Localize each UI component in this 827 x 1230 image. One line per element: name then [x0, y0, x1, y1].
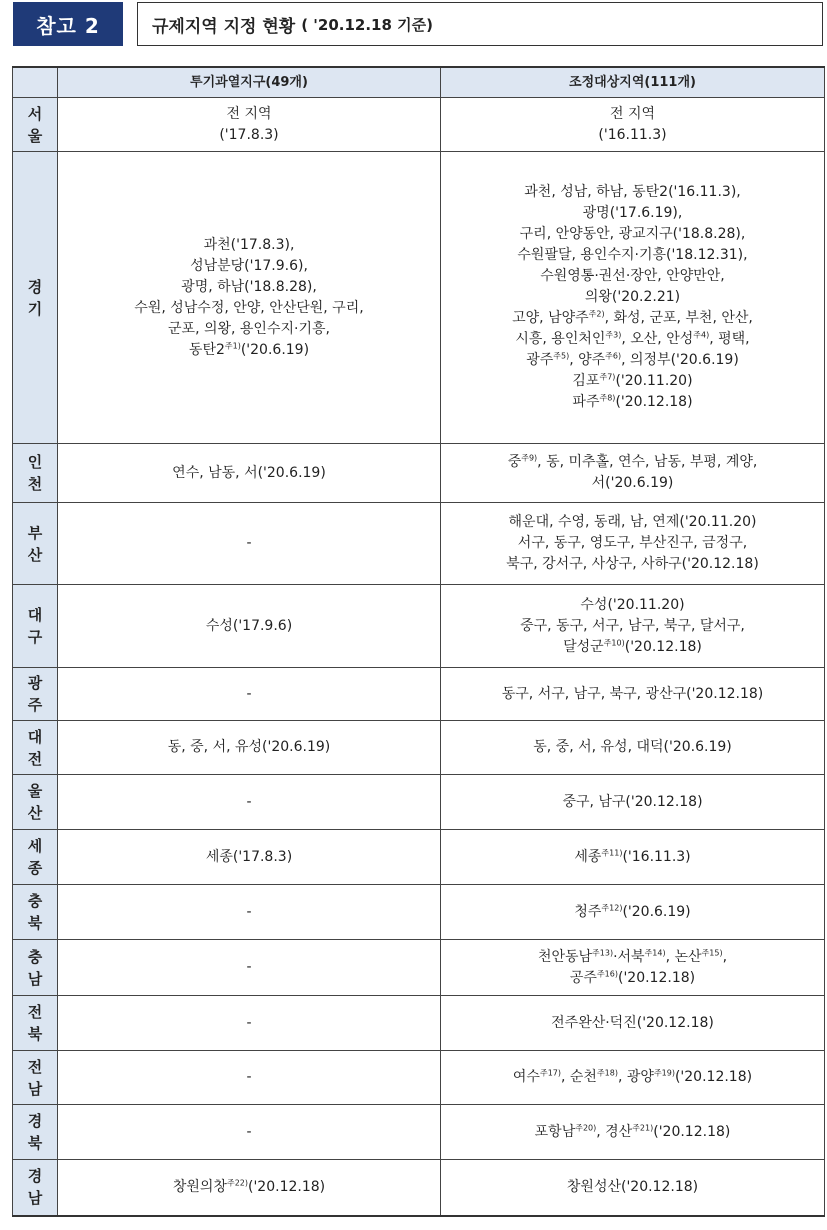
footnote-marker: 주5) [553, 351, 570, 361]
region-name: 부산 [27, 523, 43, 564]
cell-text: ('20.11.20) [615, 373, 693, 389]
region-name: 서울 [27, 104, 43, 145]
cell-text: , 평택, [709, 331, 750, 347]
adjustment-cell [441, 775, 825, 830]
cell-line [445, 1122, 820, 1143]
table-row [13, 1105, 825, 1160]
footnote-marker: 주9) [521, 453, 538, 463]
reference-date: ( '20.12.18 기준) [301, 15, 433, 34]
region-cell [13, 721, 58, 775]
table-row [13, 830, 825, 885]
cell-text: ('20.12.18) [615, 394, 693, 410]
cell-text: - [246, 685, 252, 702]
title-box [137, 2, 823, 46]
overheat-cell [58, 1051, 441, 1105]
cell-text: 과천, 성남, 하남, 동탄2('16.11.3), [524, 184, 741, 200]
adjustment-cell [441, 1160, 825, 1216]
cell-text: 과천('17.8.3), [203, 236, 295, 253]
adjustment-column-header: 조정대상지역(111개) [441, 67, 825, 98]
adjustment-cell [441, 885, 825, 940]
table-row [13, 996, 825, 1051]
cell-text: 북구, 강서구, 사상구, 사하구('20.12.18) [506, 556, 759, 572]
cell-line [62, 1067, 436, 1088]
cell-text: 여수 [512, 1069, 540, 1085]
cell-line [445, 616, 820, 637]
table-row [13, 503, 825, 585]
overheat-cell [58, 996, 441, 1051]
cell-text: ('16.11.3) [598, 126, 667, 143]
region-name: 전남 [27, 1057, 43, 1098]
table-row [13, 668, 825, 721]
cell-line [445, 1067, 820, 1088]
cell-line [445, 452, 820, 473]
cell-text: 수성('17.9.6) [205, 617, 293, 634]
cell-text: 광주 [526, 352, 554, 368]
cell-text: ·서북 [613, 948, 645, 965]
cell-text: ('20.12.18) [617, 969, 696, 986]
region-cell [13, 940, 58, 996]
footnote-marker: 주6) [605, 351, 622, 361]
region-cell [13, 1105, 58, 1160]
table-body [13, 98, 825, 1216]
cell-text: 수성('20.11.20) [580, 596, 685, 613]
region-name: 광주 [27, 674, 43, 714]
footnote-marker: 주3) [605, 330, 622, 340]
region-cell [13, 98, 58, 152]
cell-line [62, 1122, 436, 1143]
table-row [13, 152, 825, 444]
cell-line [445, 1177, 820, 1198]
overheat-cell [58, 940, 441, 996]
adjustment-cell [441, 721, 825, 775]
overheat-cell [58, 1160, 441, 1216]
cell-text: 동, 중, 서, 유성('20.6.19) [167, 739, 331, 755]
cell-line [445, 473, 820, 494]
cell-line [445, 1013, 820, 1034]
cell-text: 창원의창 [172, 1178, 227, 1195]
cell-line [62, 463, 436, 484]
cell-line [445, 637, 820, 658]
cell-text: , 논산 [665, 948, 702, 965]
adjustment-cell [441, 996, 825, 1051]
adjustment-cell [441, 444, 825, 503]
cell-text: 김포 [572, 373, 600, 389]
cell-text: 연수, 남동, 서('20.6.19) [172, 464, 326, 481]
table-row [13, 940, 825, 996]
cell-text: 구리, 안양동안, 광교지구('18.8.28), [519, 226, 746, 242]
cell-line [62, 125, 436, 146]
cell-line [445, 737, 820, 758]
overheat-cell [58, 668, 441, 721]
cell-text: ('16.11.3) [622, 848, 691, 865]
cell-line [62, 684, 436, 705]
table-row [13, 98, 825, 152]
cell-text: ('20.6.19) [622, 903, 691, 920]
cell-text: ('20.12.18) [653, 1123, 731, 1140]
footnote-marker: 주11) [601, 847, 623, 857]
region-cell [13, 444, 58, 503]
cell-line [62, 340, 436, 361]
cell-text: 중구, 남구('20.12.18) [562, 793, 703, 810]
cell-line [62, 235, 436, 256]
region-cell [13, 152, 58, 444]
cell-line [445, 182, 820, 203]
cell-text: - [246, 1014, 252, 1031]
cell-text: 광명('17.6.19), [582, 205, 683, 221]
region-cell [13, 775, 58, 830]
overheat-cell [58, 585, 441, 668]
overheat-cell [58, 98, 441, 152]
cell-line [445, 968, 820, 989]
cell-text: 광명, 하남('18.8.28), [181, 278, 317, 295]
cell-text: , 동, 미추홀, 연수, 남동, 부평, 계양, [537, 454, 758, 470]
cell-line [445, 947, 820, 968]
cell-text: , 양주 [569, 352, 606, 368]
cell-text: 파주 [572, 394, 600, 410]
overheat-cell [58, 503, 441, 585]
region-name: 충북 [27, 892, 43, 932]
adjustment-cell [441, 1051, 825, 1105]
footnote-marker: 주8) [599, 393, 616, 403]
region-name: 세종 [27, 837, 43, 877]
cell-text: 세종 [574, 848, 602, 865]
cell-line [62, 737, 436, 758]
footnote-marker: 주12) [601, 902, 623, 912]
table-row [13, 444, 825, 503]
region-column-header [13, 67, 58, 98]
cell-line [62, 957, 436, 978]
region-name: 경북 [27, 1112, 43, 1152]
footnote-marker: 주17) [539, 1068, 561, 1078]
cell-text: 성남분당('17.9.6), [190, 257, 308, 274]
cell-text: 수원영통·권선·장안, 안양만안, [540, 268, 725, 284]
cell-text: ('20.12.18) [624, 638, 702, 655]
cell-text: 서('20.6.19) [591, 475, 674, 491]
cell-line [445, 350, 820, 371]
footnote-marker: 주2) [588, 309, 605, 319]
table-row [13, 775, 825, 830]
region-cell [13, 668, 58, 721]
region-cell [13, 830, 58, 885]
cell-line [62, 847, 436, 868]
cell-line [62, 616, 436, 637]
adjustment-cell [441, 940, 825, 996]
cell-text: 동탄2 [188, 341, 225, 358]
page-header [13, 2, 823, 49]
cell-text: , 순천 [561, 1069, 597, 1085]
cell-line [445, 512, 820, 533]
adjustment-cell [441, 98, 825, 152]
reference-badge-label: 참고 2 [36, 13, 100, 38]
cell-text: 수원, 성남수정, 안양, 안산단원, 구리, [134, 299, 364, 316]
cell-text: - [246, 959, 252, 975]
cell-line [62, 298, 436, 319]
adjustment-cell [441, 1105, 825, 1160]
cell-line [445, 684, 820, 705]
cell-text: , 광양 [617, 1069, 654, 1085]
adjustment-cell [441, 585, 825, 668]
overheat-cell [58, 885, 441, 940]
cell-text: , [722, 948, 728, 965]
overheat-column-header: 투기과열지구(49개) [58, 67, 441, 98]
footnote-marker: 주21) [632, 1122, 654, 1132]
footnote-marker: 주22) [226, 1178, 248, 1188]
cell-text: 시흥, 용인처인 [515, 331, 606, 347]
footnote-marker: 주16) [596, 968, 618, 978]
cell-text: 서구, 동구, 영도구, 부산진구, 금정구, [517, 535, 748, 551]
region-cell [13, 585, 58, 668]
cell-line [62, 104, 436, 125]
region-name: 충남 [27, 947, 43, 988]
cell-text: ('20.6.19) [240, 341, 310, 358]
region-name: 경기 [27, 277, 43, 318]
cell-text: 전 지역 [226, 105, 272, 122]
cell-line [445, 308, 820, 329]
overheat-cell [58, 152, 441, 444]
cell-text: 군포, 의왕, 용인수지·기흥, [168, 320, 330, 337]
region-cell [13, 885, 58, 940]
cell-text: 중 [507, 454, 522, 470]
cell-text: 공주 [569, 969, 597, 986]
cell-text: 청주 [574, 903, 602, 920]
adjustment-cell [441, 503, 825, 585]
cell-text: 동, 중, 서, 유성, 대덕('20.6.19) [533, 739, 732, 755]
cell-line [445, 902, 820, 923]
cell-line [445, 533, 820, 554]
region-name: 대구 [27, 606, 43, 646]
cell-line [445, 595, 820, 616]
region-name: 울산 [27, 782, 43, 822]
cell-text: ('20.12.18) [674, 1069, 753, 1085]
cell-line [445, 125, 820, 146]
region-name: 인천 [27, 453, 43, 493]
region-cell [13, 996, 58, 1051]
adjustment-cell [441, 152, 825, 444]
cell-line [445, 203, 820, 224]
cell-text: 의왕('20.2.21) [584, 289, 681, 305]
cell-text: 천안동남 [537, 948, 593, 965]
cell-text: 고양, 남양주 [512, 310, 589, 326]
cell-text: , 의정부('20.6.19) [621, 352, 739, 368]
overheat-cell [58, 775, 441, 830]
adjustment-cell [441, 668, 825, 721]
reference-badge [13, 2, 123, 46]
cell-line [62, 792, 436, 813]
page-title: 규제지역 지정 현황 [152, 16, 296, 37]
cell-line [62, 902, 436, 923]
overheat-cell [58, 444, 441, 503]
cell-text: 중구, 동구, 서구, 남구, 북구, 달서구, [520, 617, 745, 634]
regulated-areas-table [12, 66, 825, 1217]
overheat-cell [58, 1105, 441, 1160]
region-name: 대전 [27, 727, 43, 768]
region-cell [13, 503, 58, 585]
cell-text: 포항남 [534, 1123, 576, 1140]
overheat-cell [58, 721, 441, 775]
footnote-marker: 주19) [653, 1068, 675, 1078]
cell-text: - [246, 1069, 252, 1085]
cell-line [62, 256, 436, 277]
cell-text: 전주완산·덕진('20.12.18) [551, 1014, 714, 1031]
region-name: 전북 [27, 1003, 43, 1043]
cell-line [62, 319, 436, 340]
table-row [13, 585, 825, 668]
cell-text: , 화성, 군포, 부천, 안산, [604, 310, 753, 326]
cell-line [445, 266, 820, 287]
cell-text: - [246, 535, 252, 551]
footnote-marker: 주20) [575, 1122, 597, 1132]
cell-line [62, 277, 436, 298]
table-row [13, 721, 825, 775]
cell-line [62, 1177, 436, 1198]
cell-line [445, 245, 820, 266]
cell-text: ('17.8.3) [219, 126, 279, 143]
table-header-row [13, 67, 825, 98]
cell-line [445, 104, 820, 125]
cell-line [62, 533, 436, 554]
footnote-marker: 주7) [599, 372, 616, 382]
cell-text: 해운대, 수영, 동래, 남, 연제('20.11.20) [508, 514, 757, 530]
adjustment-cell [441, 830, 825, 885]
cell-text: ('20.12.18) [248, 1178, 326, 1195]
cell-line [445, 847, 820, 868]
footnote-marker: 주1) [224, 340, 241, 350]
region-cell [13, 1160, 58, 1216]
region-name: 경남 [27, 1167, 43, 1208]
footnote-marker: 주14) [644, 947, 666, 957]
table-row [13, 1051, 825, 1105]
cell-text: 세종('17.8.3) [205, 848, 293, 865]
cell-text: , 경산 [596, 1123, 633, 1140]
cell-text: - [246, 903, 252, 920]
cell-text: - [246, 1123, 252, 1140]
cell-text: 창원성산('20.12.18) [566, 1178, 699, 1195]
footnote-marker: 주13) [592, 947, 614, 957]
cell-line [445, 224, 820, 245]
cell-line [445, 792, 820, 813]
cell-line [445, 287, 820, 308]
table-row [13, 1160, 825, 1216]
cell-text: 수원팔달, 용인수지·기흥('18.12.31), [517, 247, 748, 263]
table-row [13, 885, 825, 940]
cell-line [62, 1013, 436, 1034]
cell-line [445, 329, 820, 350]
cell-text: 전 지역 [609, 105, 656, 122]
cell-text: - [246, 793, 252, 810]
overheat-cell [58, 830, 441, 885]
footnote-marker: 주15) [701, 947, 723, 957]
cell-line [445, 392, 820, 413]
cell-line [445, 371, 820, 392]
cell-text: 달성군 [563, 638, 604, 655]
cell-line [445, 554, 820, 575]
cell-text: , 오산, 안성 [621, 331, 694, 347]
footnote-marker: 주10) [603, 637, 625, 647]
footnote-marker: 주4) [693, 330, 710, 340]
cell-text: 동구, 서구, 남구, 북구, 광산구('20.12.18) [501, 685, 764, 702]
region-cell [13, 1051, 58, 1105]
footnote-marker: 주18) [596, 1068, 618, 1078]
